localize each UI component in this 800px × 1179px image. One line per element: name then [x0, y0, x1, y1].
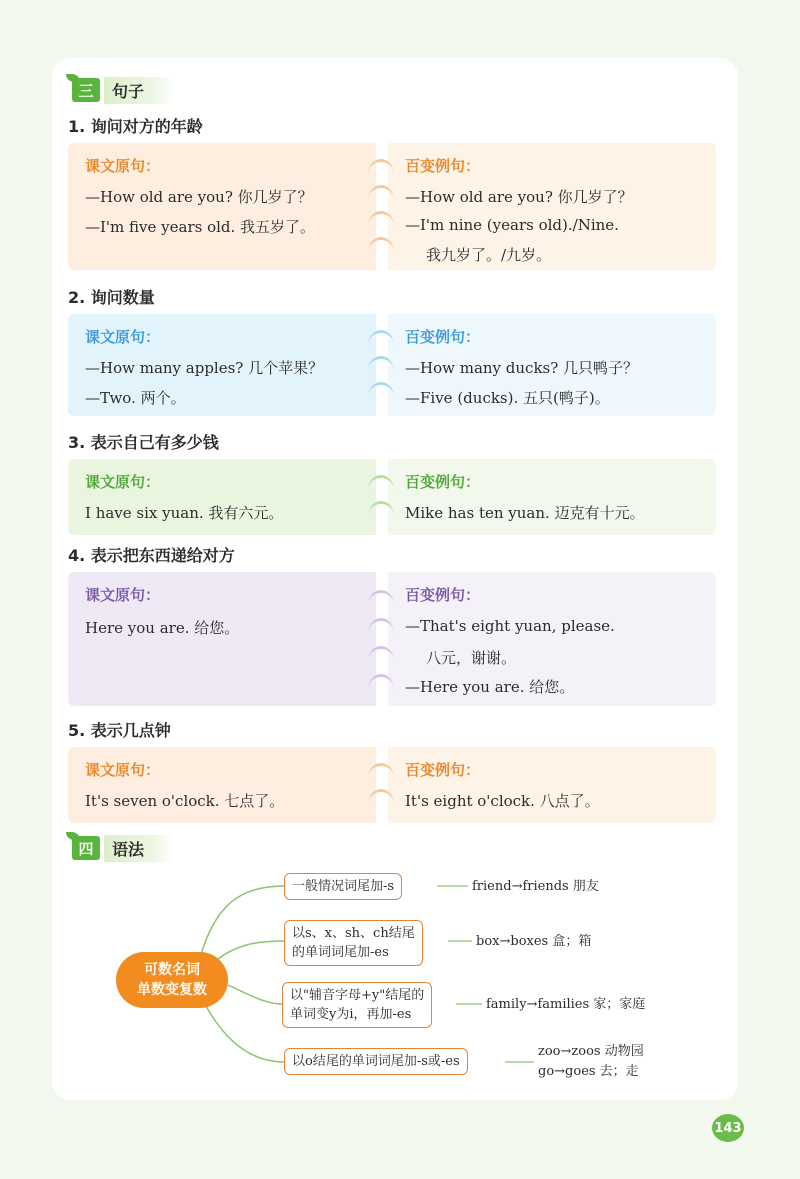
- sentence-line: It's seven o'clock. 七点了。: [85, 792, 285, 810]
- original-sentence-label: 课文原句：: [85, 761, 161, 779]
- variant-sentence-label: 百变例句：: [405, 328, 481, 346]
- sentence-line: I have six yuan. 我有六元。: [85, 504, 284, 522]
- sentence-line: —I'm five years old. 我五岁了。: [85, 218, 316, 236]
- original-sentence-label: 课文原句：: [85, 473, 161, 491]
- sentence-line: Here you are. 给您。: [85, 619, 240, 637]
- plural-rule-node: [284, 873, 402, 900]
- plural-example: zoo→zoos 动物园: [538, 1044, 644, 1059]
- variant-sentence-label: 百变例句：: [405, 473, 481, 491]
- section-title: 句子: [104, 77, 174, 104]
- plural-example: box→boxes 盒；箱: [476, 934, 592, 949]
- plural-rule-node: [284, 920, 423, 966]
- original-sentence-label: 课文原句：: [85, 586, 161, 604]
- topic-heading: 5. 表示几点钟: [68, 721, 171, 740]
- section-number-badge: 三: [72, 78, 100, 102]
- variant-sentence-label: 百变例句：: [405, 157, 481, 175]
- sentence-line: Mike has ten yuan. 迈克有十元。: [405, 504, 645, 522]
- sentence-line: —How many apples? 几个苹果？: [85, 359, 324, 377]
- variant-sentence-label: 百变例句：: [405, 586, 481, 604]
- topic-heading: 2. 询问数量: [68, 288, 155, 307]
- original-sentence-label: 课文原句：: [85, 328, 161, 346]
- topic-heading: 1. 询问对方的年龄: [68, 117, 203, 136]
- mindmap-center-line: 可数名词: [144, 962, 200, 978]
- page-number-badge: 143: [712, 1114, 744, 1142]
- mindmap-center-node: [116, 952, 228, 1008]
- section-number-badge: 四: [72, 836, 100, 860]
- rule-text: 单词变y为i，再加-es: [290, 1007, 412, 1022]
- plural-rule-node: [284, 1048, 468, 1075]
- rule-text: 的单词词尾加-es: [292, 945, 389, 960]
- sentence-line: —Two. 两个。: [85, 389, 186, 407]
- original-sentence-label: 课文原句：: [85, 157, 161, 175]
- variant-sentence-label: 百变例句：: [405, 761, 481, 779]
- mindmap-center-line: 单数变复数: [137, 982, 207, 998]
- plural-rule-node: [282, 982, 432, 1028]
- topic-heading: 4. 表示把东西递给对方: [68, 546, 235, 565]
- rule-text: 一般情况词尾加-s: [292, 879, 395, 894]
- rule-text: 以o结尾的单词词尾加-s或-es: [292, 1054, 460, 1069]
- topic-heading: 3. 表示自己有多少钱: [68, 433, 219, 452]
- sentence-line: —How old are you? 你几岁了？: [405, 188, 633, 206]
- section-title: 语法: [104, 835, 174, 862]
- sentence-line: —That's eight yuan, please.: [405, 617, 615, 635]
- plural-example: family→families 家；家庭: [486, 997, 646, 1012]
- sentence-line: —Five (ducks). 五只(鸭子)。: [405, 389, 610, 407]
- sentence-line: —I'm nine (years old)./Nine.: [405, 216, 619, 234]
- sentence-line: 八元，谢谢。: [426, 649, 517, 667]
- plural-example: go→goes 去；走: [538, 1064, 639, 1079]
- sentence-line: —How many ducks? 几只鸭子？: [405, 359, 639, 377]
- sentence-line: —Here you are. 给您。: [405, 678, 575, 696]
- sentence-line: 我九岁了。/九岁。: [426, 246, 552, 264]
- rule-text: 以"辅音字母+y"结尾的: [290, 988, 425, 1003]
- sentence-line: —How old are you? 你几岁了？: [85, 188, 313, 206]
- plural-example: friend→friends 朋友: [472, 879, 599, 894]
- rule-text: 以s、x、sh、ch结尾: [292, 926, 415, 941]
- sentence-line: It's eight o'clock. 八点了。: [405, 792, 600, 810]
